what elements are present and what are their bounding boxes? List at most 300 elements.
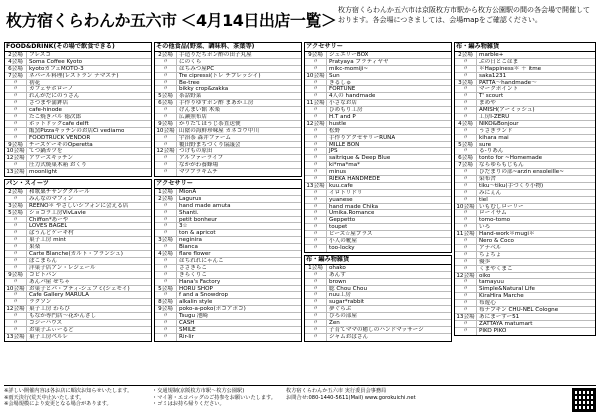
vendor-row [155,265,301,272]
footer-contact [286,388,496,401]
vendor-row [155,135,301,142]
shop-name: 夢ぐらぶ [329,306,352,313]
vendor-row [305,245,451,252]
venue-number: 1会場 [155,189,177,195]
venue-number: 〃 [5,299,27,305]
venue-number: 〃 [305,306,327,312]
vendor-row [155,59,301,66]
vendor-row [455,307,595,314]
shop-name: 広瀬照布店 [179,114,207,120]
shop-name: nuu工房 [329,292,351,299]
venue-number: 〃 [155,258,177,264]
venue-number: 〃 [305,210,327,216]
shop-name: きるしゅ [329,79,352,86]
venue-number: 9会場 [155,121,177,127]
shop-name: Rir-lir [179,333,194,340]
vendor-row [155,292,301,299]
shop-name: 初花 [29,79,41,86]
vendor-row [305,265,451,272]
vendor-row [5,155,151,162]
shop-name: tiku～tiku(手づくり小物) [479,182,544,189]
vendor-row [5,142,151,149]
venue-number: 7会場 [455,162,477,168]
vendor-row [5,203,151,210]
vendor-row [455,245,595,252]
shop-name: alkalin style [179,299,213,306]
venue-number: 〃 [155,80,177,86]
shop-name: neginira [179,237,202,244]
shop-name: AMISH(アーミッシュ) [479,107,535,114]
vendor-row [5,169,151,176]
shop-name: 覆田野まちづくり協議会 [179,141,241,148]
shop-name: はちみつ屋PC [179,65,215,72]
shop-name: あにまーずー51 [479,313,520,320]
shop-name: FOODTRUCK VENDOR [29,134,91,141]
vendor-row [305,320,451,327]
shop-name: ネパール料理(レストラン ナマステ) [29,72,119,79]
section-title: FOOD&DRINK(その場で飲食できる) [5,43,151,52]
venue-number: 〃 [455,286,477,292]
venue-number: 〃 [5,251,27,257]
shop-name: Simple&Natural Life [479,286,535,293]
vendor-row [455,210,595,217]
venue-number: 〃 [305,320,327,326]
shop-name: マークポイント [479,86,519,93]
shop-name: tiel [479,196,488,203]
vendor-row [155,327,301,334]
venue-number: 〃 [155,162,177,168]
section-clothes [304,255,452,342]
vendor-row [155,107,301,114]
shop-name: brown [329,278,347,285]
venue-number: 〃 [455,66,477,72]
vendor-row [455,224,595,231]
title-main: 枚方宿くらわんか五六市 [6,11,177,30]
shop-name: かりたてほうじ茶直送便 [179,120,241,127]
vendor-row [305,162,451,169]
vendor-row [155,286,301,293]
shop-name: きらくりこ [179,271,207,278]
venue-number: 〃 [155,230,177,236]
vendor-row [155,203,301,210]
shop-name: はちれれにゃんこ [179,257,224,264]
venue-number: 〃 [455,210,477,216]
shop-name: 菓子工房ペルレ [29,333,69,340]
shop-name: LOVES BAGEL [29,223,68,230]
venue-number: 〃 [455,279,477,285]
vendor-row [305,59,451,66]
section-title: パン・スイーツ [5,180,151,189]
shop-name: flare flower [179,251,211,257]
vendor-row [455,197,595,204]
vendor-row [155,299,301,306]
vendor-row [155,306,301,313]
shop-name: ki*ma*ma* [329,162,360,169]
venue-number: 〃 [305,327,327,333]
shop-name: ぱうんどケーキ村 [29,230,74,237]
venue-number: 5会場 [5,210,27,216]
venue-number: 〃 [305,279,327,285]
shop-name: Shanti. [179,209,199,216]
venue-number: 〃 [5,107,27,113]
shop-name: hand made amuta [179,202,231,209]
venue-number: 〃 [5,223,27,229]
vendor-row [155,230,301,237]
shop-name: too-locky [329,244,355,251]
page-title [6,4,336,38]
vendor-row [155,86,301,93]
shop-name: ちょちょ [479,251,502,258]
shop-name: sugar*rabbit [329,299,365,306]
venue-number: 〃 [155,59,177,65]
vendor-row [305,148,451,155]
vendor-row [5,237,151,244]
venue-number: 〃 [305,224,327,230]
venue-number: 8会場 [155,299,177,305]
vendor-row [5,320,151,327]
vendor-row [155,251,301,258]
shop-name: SMILE [179,326,196,333]
venue-number: 〃 [155,73,177,79]
shop-name: 洋菓子店アン・レジェール [29,264,96,271]
venue-number: 〃 [155,223,177,229]
venue-number: 〃 [455,300,477,306]
vendor-row [455,148,595,155]
shop-name: RIEKA HANDMEDE [329,176,380,182]
section-fabric [454,42,596,336]
shop-name: あんパ屋 ぜちゃ [29,278,70,285]
venue-number: 6会場 [155,100,177,106]
vendor-row [455,59,595,66]
vendor-row [5,286,151,293]
vendor-row [155,162,301,169]
venue-number: 〃 [305,114,327,120]
venue-number: 〃 [455,321,477,327]
vendor-row [305,327,451,334]
vendor-row [5,327,151,334]
venue-number: 〃 [5,114,27,120]
vendor-row [5,251,151,258]
shop-name: 宇治茶 森井ファーム [179,134,232,141]
shop-name: ショコラ工房VivLavie [29,209,86,216]
venue-number: 〃 [155,265,177,271]
venue-number: 〃 [155,66,177,72]
shop-name: tamayuu [479,279,504,286]
shop-name: れんがだにのうさん [29,93,80,100]
venue-number: 12会場 [155,148,177,154]
vendor-row [5,66,151,73]
contact-info: お問合せ:080-1440-5611(Mail) www.gorokuichi.net [286,394,416,401]
vendor-row [305,272,451,279]
vendor-row [5,121,151,128]
venue-number: 〃 [155,203,177,209]
venue-number: 〃 [305,176,327,182]
venue-number: 〃 [305,80,327,86]
shop-name: てつ鍋カツを [29,148,63,155]
section-goods [154,42,302,177]
footer-notes [4,388,144,408]
shop-name: お菓子とパ・プティ-シェフミ(シェモイ) [29,285,130,292]
vendor-row [155,73,301,80]
vendor-row [155,142,301,149]
venue-number: 10会場 [5,148,27,154]
venue-number: 〃 [455,135,477,141]
venue-number: 〃 [455,190,477,196]
shop-name: アルファーライフ [179,155,224,162]
venue-number: 〃 [305,217,327,223]
vendor-row [5,128,151,135]
shop-name: 4人の handmade [329,93,376,100]
venue-number: 〃 [5,327,27,333]
vendor-row [305,52,451,59]
shop-name: Umika.Romance [329,210,375,217]
vendor-row [455,100,595,107]
shop-name: 圧力式焼菓木箱 おくり [29,162,87,169]
vendor-row [455,155,595,162]
vendor-row [5,86,151,93]
vendor-row [305,66,451,73]
venue-number: 〃 [155,334,177,341]
shop-name: Pratyaya プラティヤヤ [329,58,389,65]
shop-name: 手作りゆずポン酢 まあか工房 [179,100,254,107]
shop-name: NIKO&Bonjour [479,120,519,127]
venue-number: 〃 [455,217,477,223]
vendor-row [155,80,301,87]
venue-number: 〃 [5,128,27,134]
shop-name: tonto for ~Homemade [479,155,543,162]
venue-number: 〃 [305,292,327,298]
venue-number: 12会場 [5,155,27,161]
shop-name: さつまや蒲鉾店 [29,100,69,107]
vendor-row [155,121,301,128]
shop-name: ビーズ☆屋プラス [329,231,373,238]
shop-name: コジーハウス [29,319,63,326]
vendor-row [5,114,151,121]
venue-number: 2会場 [455,52,477,58]
vendor-row [305,80,451,87]
vendor-row [305,135,451,142]
section-food [4,42,152,177]
venue-number: 〃 [5,217,27,223]
vendor-row [5,189,151,196]
venue-number: 〃 [5,258,27,264]
shop-name: ZATTAYA matumart [479,320,533,327]
vendor-row [455,73,595,80]
shop-name: もなか専門店～花かんざし [29,313,97,319]
venue-number: 〃 [155,217,177,223]
venue-number: 〃 [455,224,477,230]
venue-number: 13会場 [305,183,327,189]
shop-name: 小人の靴屋 [329,238,357,244]
vendor-row [455,279,595,286]
vendor-row [305,86,451,93]
vendor-row [5,306,151,313]
vendor-row [455,183,595,190]
shop-name: 手造りだちポン酢の田子丸屋 [179,52,252,58]
shop-name: まめや [479,100,496,107]
venue-number: 〃 [455,86,477,92]
shop-name: kihara mai [479,134,509,141]
venue-number: 〃 [455,293,477,299]
vendor-row [155,93,301,100]
section-title: 布・編み物雑貨 [305,256,451,265]
vendor-row [305,190,451,197]
venue-number: 〃 [305,86,327,92]
column-4 [454,42,596,338]
venue-number: 〃 [5,196,27,202]
vendor-row [5,265,151,272]
venue-number: 12会場 [455,273,477,279]
venue-number: 2会場 [155,52,177,58]
venue-number: 〃 [305,148,327,154]
venue-number: 〃 [455,197,477,203]
shop-name: 3☆ [179,223,188,230]
footer-note: ※雨天決行(荒天中止)いたします。 [4,394,85,401]
venue-number: 〃 [455,100,477,106]
shop-name: MILLE BON [329,141,360,148]
shop-name: 染布舎 [479,176,496,182]
shop-name: みんなのマフィン [29,195,74,202]
vendor-row [305,100,451,107]
venue-number: 10会場 [155,128,177,134]
shop-name: る-りあん [479,148,504,155]
vendor-row [5,80,151,87]
venue-number: 〃 [305,66,327,72]
venue-number: 12会場 [5,306,27,312]
shop-name: みにぇん [479,189,502,196]
vendor-row [5,210,151,217]
vendor-row [5,93,151,100]
vendor-row [305,107,451,114]
shop-name: saka1231 [479,72,507,79]
vendor-row [5,73,151,80]
vendor-row [155,114,301,121]
venue-number: 3会場 [155,237,177,243]
vendor-row [5,258,151,265]
shop-name: T' scourt [479,93,504,100]
section-acc2 [304,42,452,253]
venue-number: 〃 [305,245,327,252]
shop-name: フレスコ [29,52,51,58]
venue-number: 9会場 [5,142,27,148]
shop-name: ささきらこ [179,264,207,271]
vendor-row [305,142,451,149]
vendor-row [305,210,451,217]
venue-number: 〃 [455,245,477,251]
vendor-row [305,306,451,313]
venue-number: 〃 [155,142,177,148]
venue-number: 〃 [305,107,327,113]
venue-number: 〃 [305,155,327,161]
shop-name: アナベル [479,244,502,251]
shop-name: poko-a-poko(ポコアポコ) [179,306,246,313]
venue-number: 2会場 [155,196,177,202]
vendor-row [455,176,595,183]
vendor-row [155,244,301,251]
shop-name: ローイサム [479,210,507,217]
shop-name: mikc-momiji~ [329,65,369,72]
venue-number: 11会場 [305,100,327,106]
venue-number: 〃 [305,238,327,244]
column-3 [304,42,452,344]
title-date: ＜4月14日出店一覧＞ [180,11,337,30]
shop-name: お菓子ふぃーるど [29,326,74,333]
venue-number: 〃 [155,155,177,161]
vendor-row [155,66,301,73]
venue-number: 〃 [155,86,177,92]
vendor-row [305,128,451,135]
vendor-row [455,169,595,176]
vendor-row [5,292,151,299]
venue-number: 〃 [455,73,477,79]
venue-number: 〃 [5,80,27,86]
venue-number: 〃 [5,230,27,236]
shop-name: 和歌巣チサングクルール [29,189,90,195]
qr-code-icon[interactable] [572,388,596,412]
footer-rule: ・マイ箸・エコバッグのご持参をお願いいたします。 [152,394,276,401]
shop-name: なかがわ養蜂場 [179,162,219,169]
vendor-row [305,231,451,238]
shop-name: Tsugu 池崎 [179,313,209,319]
shop-name: f and a Snowdrop [179,292,229,299]
shop-name: kuu.cafe [329,182,353,189]
vendor-row [155,258,301,265]
shop-name: 子育てママの癒しのハンドマッサージ [329,326,424,333]
footer-note: ※会場規模により変更となる場合があります。 [4,401,112,408]
shop-name: 布ナプキン CHU-NEL Cologne [479,306,559,313]
vendor-row [5,135,151,142]
vendor-row [5,59,151,66]
vendor-row [455,190,595,197]
venue-number: 2会場 [5,189,27,195]
vendor-row [5,334,151,341]
venue-number: 〃 [455,93,477,99]
footer-rule: ・交通規制(京阪枚方市駅～枚方公園駅) [152,388,245,394]
vendor-row [305,73,451,80]
vendor-row [5,244,151,251]
venue-number: 2会場 [5,52,27,58]
shop-name: Lagurus [179,195,202,202]
venue-number: 4会場 [455,121,477,127]
shop-name: 山陰の海鮮珍味屋 カネコウ中川 [179,127,260,134]
venue-number: 〃 [305,59,327,65]
vendor-row [155,237,301,244]
venue-number: 〃 [5,244,27,250]
venue-number: 〃 [455,259,477,265]
venue-number: 13会場 [5,334,27,341]
venue-number: 〃 [305,197,327,203]
vendor-row [455,286,595,293]
footer-rules [152,388,282,408]
venue-number: 〃 [455,176,477,182]
vendor-row [155,196,301,203]
shop-name: Bianca [179,244,198,251]
section-acc1 [154,179,302,342]
vendor-grid [4,42,596,383]
vendor-row [5,196,151,203]
shop-name: 松野 [329,127,341,134]
vendor-row [455,314,595,321]
vendor-row [155,223,301,230]
shop-name: ＊Happiness＊ ＋ itme [479,65,542,72]
shop-name: あんず [329,271,346,278]
shop-name: saitrique & Deep Blue [329,155,391,162]
venue-number: 〃 [455,238,477,244]
venue-number: 〃 [305,204,327,210]
vendor-row [455,107,595,114]
venue-number: 1会場 [305,265,327,271]
shop-name: petit bonheur [179,216,218,223]
